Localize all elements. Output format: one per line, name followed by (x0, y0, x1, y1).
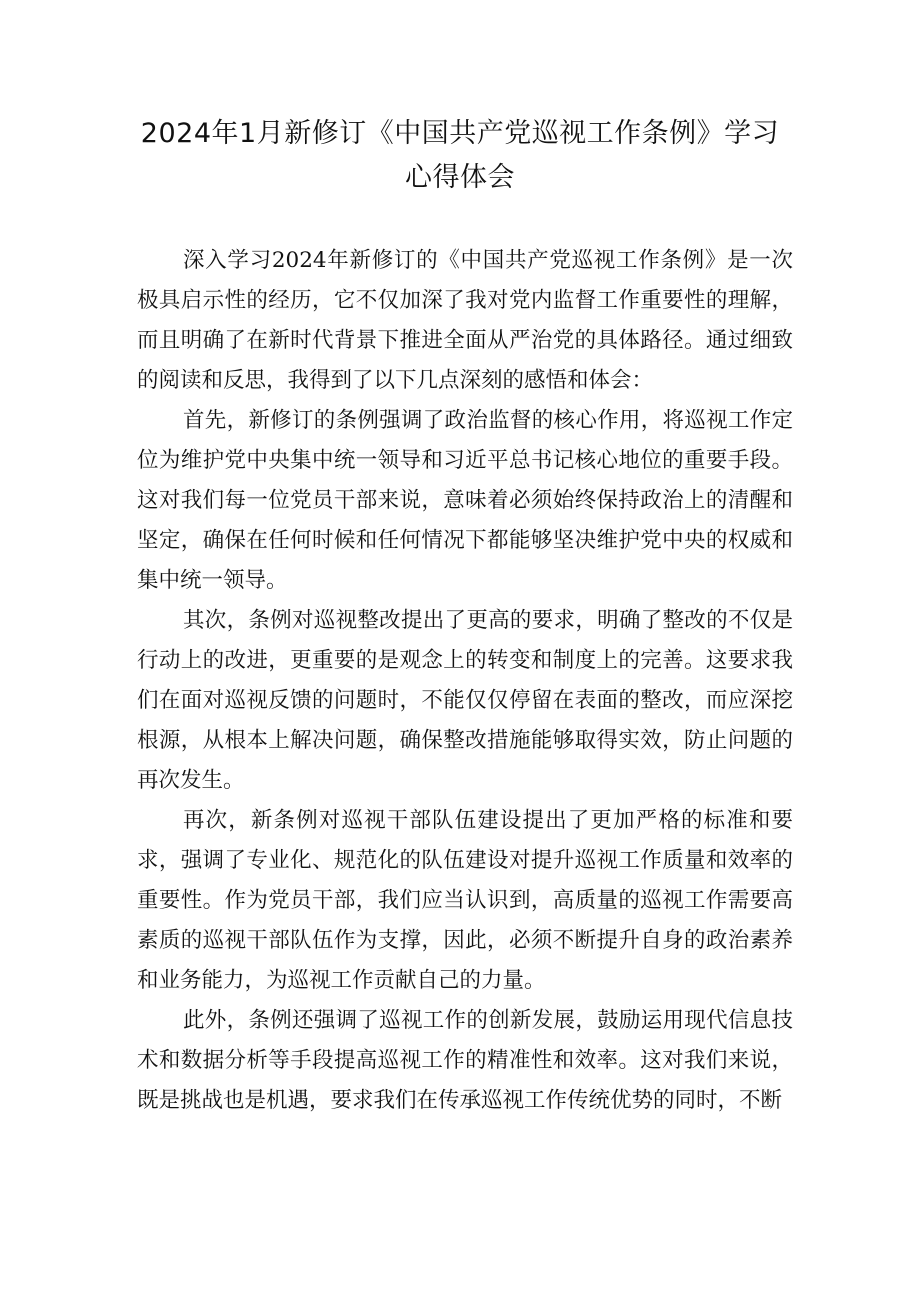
paragraph-second-point: 其次，条例对巡视整改提出了更高的要求，明确了整改的不仅是行动上的改进，更重要的是观念上的转变和制度上的完善。这要求我们在面对巡视反馈的问题时，不能仅仅停留在表面的整改，而应深挖根源，从根本上解决问题，确保整改措施能够取得实效，防止问题的再次发生。 (137, 608, 793, 793)
title-line-2: 心得体会 (405, 162, 515, 193)
paragraph-intro: 深入学习2024年新修订的《中国共产党巡视工作条例》是一次极具启示性的经历，它不仅加深了我对党内监督工作重要性的理解，而且明确了在新时代背景下推进全面从严治党的具体路径。通过细致的阅读和反思，我得到了以下几点深刻的感悟和体会： (137, 248, 793, 393)
title-line-1: 2024年1月新修订《中国共产党巡视工作条例》学习 (140, 118, 780, 149)
document-body (137, 241, 793, 1121)
paragraph-third-point: 再次，新条例对巡视干部队伍建设提出了更加严格的标准和要求，强调了专业化、规范化的队伍建设对提升巡视工作质量和效率的重要性。作为党员干部，我们应当认识到，高质量的巡视工作需要高素质的巡视干部队伍作为支撑，因此，必须不断提升自身的政治素养和业务能力，为巡视工作贡献自己的力量。 (137, 808, 793, 993)
document-title (110, 112, 810, 200)
paragraph-first-point: 首先，新修订的条例强调了政治监督的核心作用，将巡视工作定位为维护党中央集中统一领导和习近平总书记核心地位的重要手段。这对我们每一位党员干部来说，意味着必须始终保持政治上的清醒和坚定，确保在任何时候和任何情况下都能够坚决维护党中央的权威和集中统一领导。 (137, 408, 793, 593)
paragraph-fourth-point: 此外，条例还强调了巡视工作的创新发展，鼓励运用现代信息技术和数据分析等手段提高巡视工作的精准性和效率。这对我们来说，既是挑战也是机遇，要求我们在传承巡视工作传统优势的同时，不断 (137, 1008, 793, 1113)
